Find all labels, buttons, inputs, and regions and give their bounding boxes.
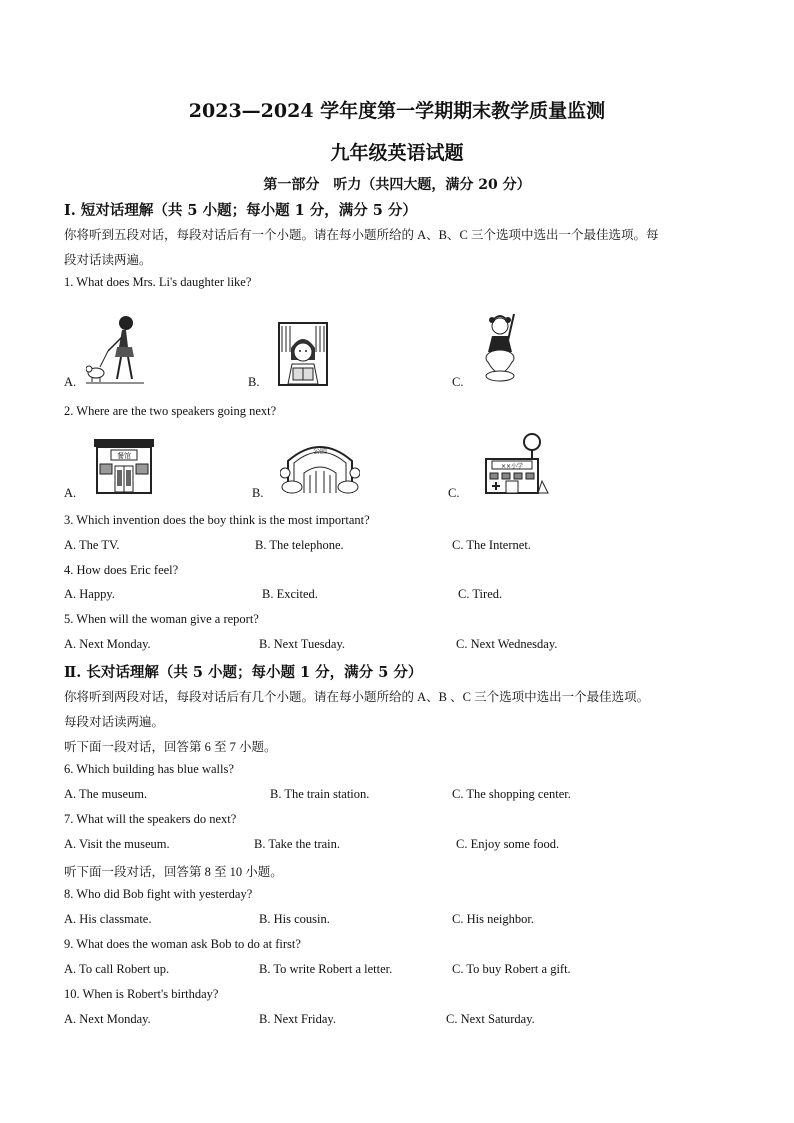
q5-option-b[interactable]: B. Next Tuesday.	[259, 637, 346, 651]
question-6: 6. Which building has blue walls?	[64, 762, 234, 776]
question-10: 10. When is Robert's birthday?	[64, 987, 219, 1001]
park-sign: 公园	[313, 447, 327, 455]
exam-title: 2023—2024 学年度第一学期期末教学质量监测	[188, 100, 606, 122]
dialog-2-instruction: 听下面一段对话，回答第 8 至 10 小题。	[64, 865, 283, 879]
q8-option-c[interactable]: C. His neighbor.	[452, 912, 534, 926]
question-3: 3. Which invention does the boy think is the most important?	[64, 513, 370, 527]
q4-option-c[interactable]: C. Tired.	[458, 587, 503, 601]
dialog-1-instruction: 听下面一段对话，回答第 6 至 7 小题。	[64, 740, 277, 754]
girl-reading-book-picture	[278, 322, 328, 386]
q3-option-b[interactable]: B. The telephone.	[255, 538, 344, 552]
q4-option-b[interactable]: B. Excited.	[262, 587, 318, 601]
section-2-instructions-line1: 你将听到两段对话，每段对话后有几个小题。请在每小题所给的 A、B 、C 三个选项中选出一个最佳选项。	[64, 690, 650, 704]
q7-option-a[interactable]: A. Visit the museum.	[64, 837, 170, 851]
q1-option-b[interactable]: B.	[248, 375, 260, 389]
q6-option-b[interactable]: B. The train station.	[270, 787, 370, 801]
q5-option-a[interactable]: A. Next Monday.	[64, 637, 151, 651]
question-5: 5. When will the woman give a report?	[64, 612, 259, 626]
q10-option-b[interactable]: B. Next Friday.	[259, 1012, 336, 1026]
part-one-heading: 第一部分 听力（共四大题，满分 20 分）	[263, 177, 531, 193]
q7-option-c[interactable]: C. Enjoy some food.	[456, 837, 560, 851]
q9-option-a[interactable]: A. To call Robert up.	[64, 962, 170, 976]
girl-playing-instrument-picture	[478, 312, 528, 384]
q9-option-c[interactable]: C. To buy Robert a gift.	[452, 962, 571, 976]
question-7: 7. What will the speakers do next?	[64, 812, 237, 826]
q6-option-a[interactable]: A. The museum.	[64, 787, 148, 801]
school-building-picture	[478, 433, 550, 495]
school-sign: ××小学	[500, 463, 524, 470]
q10-option-a[interactable]: A. Next Monday.	[64, 1012, 151, 1026]
q9-option-b[interactable]: B. To write Robert a letter.	[259, 962, 393, 976]
q4-option-a[interactable]: A. Happy.	[64, 587, 115, 601]
section-1-heading: Ⅰ. 短对话理解（共 5 小题；每小题 1 分，满分 5 分）	[64, 202, 417, 219]
park-gate-picture	[280, 437, 360, 495]
section-1-instructions-line1: 你将听到五段对话，每段对话后有一个小题。请在每小题所给的 A、B、C 三个选项中选出一个最佳选项。每	[64, 228, 659, 242]
q8-option-a[interactable]: A. His classmate.	[64, 912, 152, 926]
restaurant-picture	[93, 438, 155, 494]
q8-option-b[interactable]: B. His cousin.	[259, 912, 330, 926]
q2-option-a[interactable]: A.	[64, 486, 77, 500]
question-4: 4. How does Eric feel?	[64, 563, 179, 577]
q1-option-a[interactable]: A.	[64, 375, 77, 389]
q3-option-c[interactable]: C. The Internet.	[452, 538, 531, 552]
exam-subtitle: 九年级英语试题	[330, 142, 464, 164]
question-2: 2. Where are the two speakers going next?	[64, 404, 277, 418]
section-2-heading: Ⅱ. 长对话理解（共 5 小题；每小题 1 分，满分 5 分）	[64, 664, 423, 681]
q3-option-a[interactable]: A. The TV.	[64, 538, 120, 552]
q2-option-b[interactable]: B.	[252, 486, 264, 500]
section-1-instructions-line2: 段对话读两遍。	[64, 253, 152, 267]
q2-option-c[interactable]: C.	[448, 486, 460, 500]
q5-option-c[interactable]: C. Next Wednesday.	[456, 637, 558, 651]
q7-option-b[interactable]: B. Take the train.	[254, 837, 341, 851]
q10-option-c[interactable]: C. Next Saturday.	[446, 1012, 535, 1026]
q1-option-c[interactable]: C.	[452, 375, 464, 389]
restaurant-sign: 餐馆	[117, 452, 131, 460]
section-2-instructions-line2: 每段对话读两遍。	[64, 715, 165, 729]
question-8: 8. Who did Bob fight with yesterday?	[64, 887, 253, 901]
question-9: 9. What does the woman ask Bob to do at first?	[64, 937, 301, 951]
q6-option-c[interactable]: C. The shopping center.	[452, 787, 571, 801]
woman-walking-dog-picture	[86, 313, 144, 385]
question-1: 1. What does Mrs. Li's daughter like?	[64, 275, 252, 289]
